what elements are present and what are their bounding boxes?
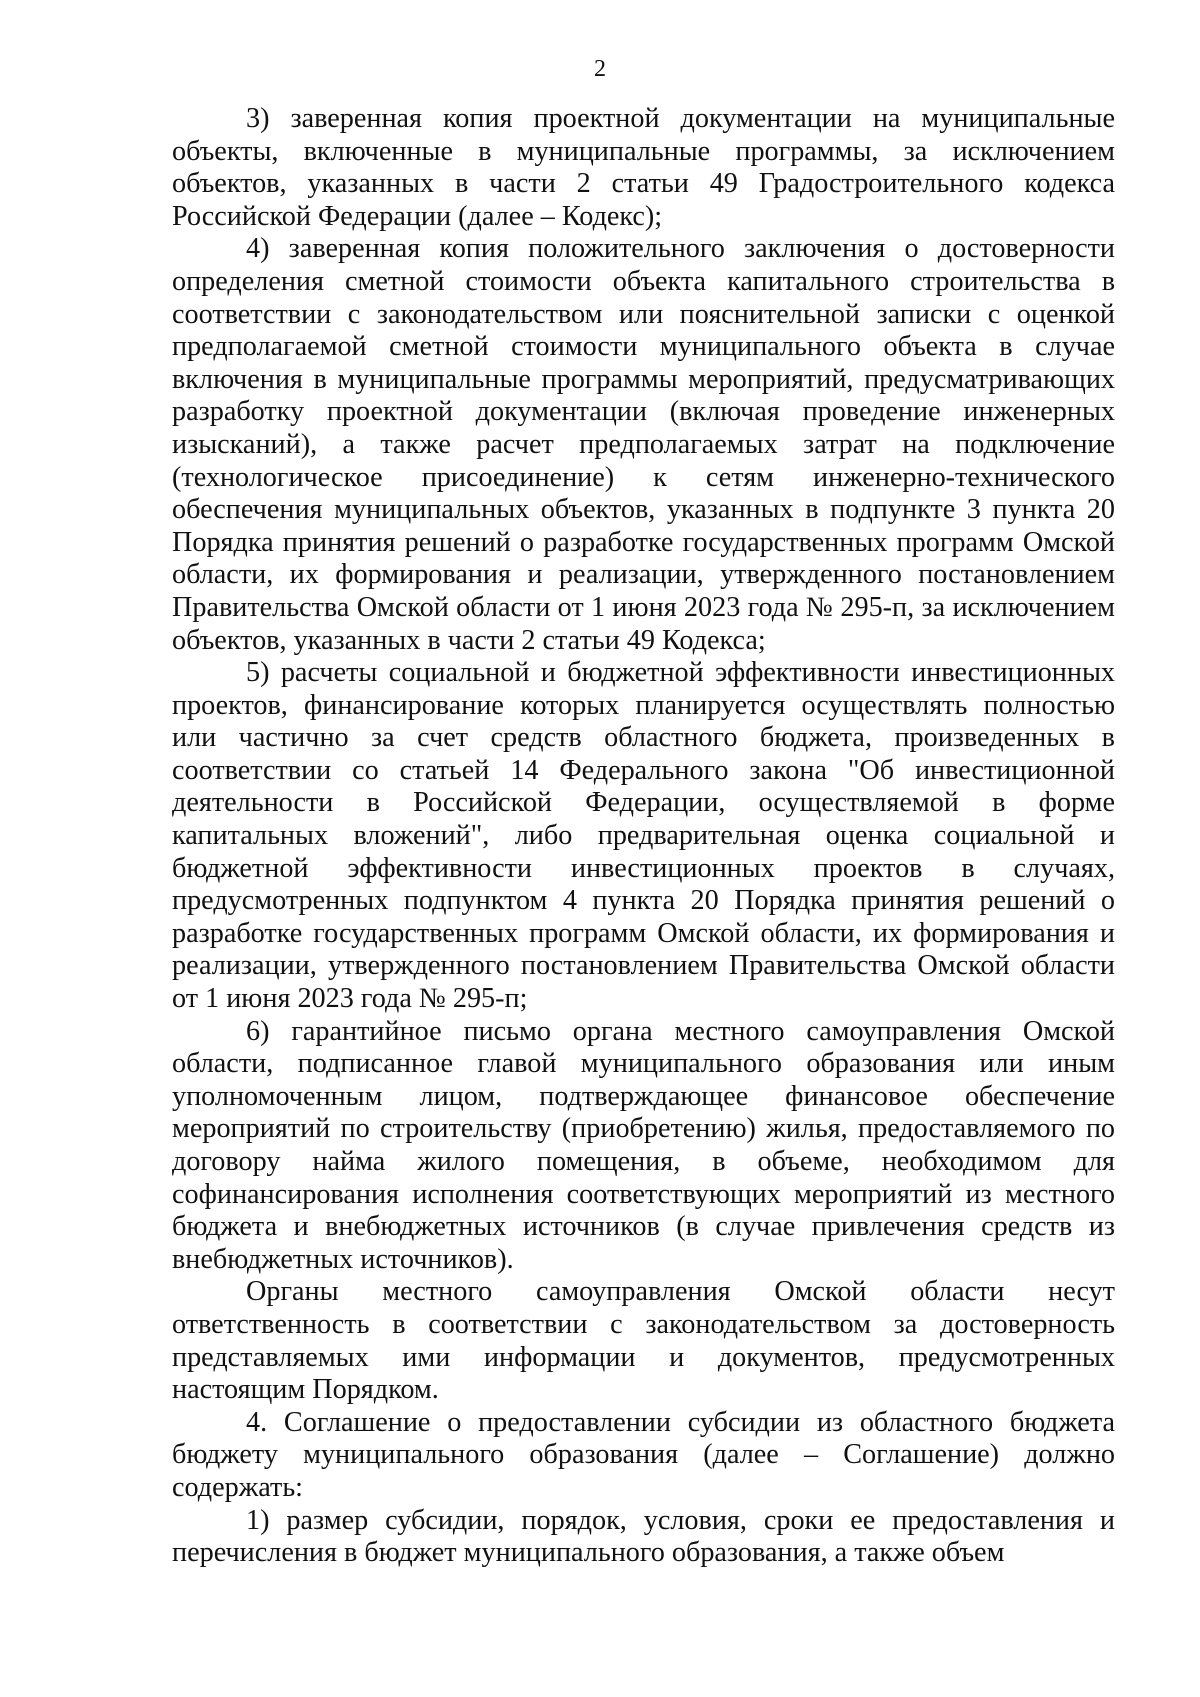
paragraph-section-4-item-1: 1) размер субсидии, порядок, условия, сроки ее предоставления и перечисления в бюджет муниципального образования, а также объем [172, 1504, 1115, 1569]
paragraph-responsibility: Органы местного самоуправления Омской области несут ответственность в соответствии с законодательством за достоверность представляемых ими информации и документов, предусмотренных настоящим Порядком. [172, 1276, 1115, 1406]
document-body [172, 103, 1115, 1570]
paragraph-item-5: 5) расчеты социальной и бюджетной эффективности инвестиционных проектов, финансирование которых планируется осуществлять полностью или частично за счет средств областного бюджета, произведенных в соответствии со статьей 14 Федерального закона "Об инвестиционной деятельности в Российской Федерации, осуществляемой в форме капитальных вложений", либо предварительная оценка социальной и бюджетной эффективности инвестиционных проектов в случаях, предусмотренных подпунктом 4 пункта 20 Порядка принятия решений о разработке государственных программ Омской области, их формирования и реализации, утвержденного постановлением Правительства Омской области от 1 июня 2023 года № 295-п; [172, 657, 1115, 1015]
paragraph-section-4: 4. Соглашение о предоставлении субсидии из областного бюджета бюджету муниципального образования (далее – Соглашение) должно содержать: [172, 1406, 1115, 1503]
paragraph-item-6: 6) гарантийное письмо органа местного самоуправления Омской области, подписанное главой муниципального образования или иным уполномоченным лицом, подтверждающее финансовое обеспечение мероприятий по строительству (приобретению) жилья, предоставляемого по договору найма жилого помещения, в объеме, необходимом для софинансирования исполнения соответствующих мероприятий из местного бюджета и внебюджетных источников (в случае привлечения средств из внебюджетных источников). [172, 1015, 1115, 1275]
page-number: 2 [594, 56, 606, 82]
paragraph-item-4: 4) заверенная копия положительного заключения о достоверности определения сметной стоимости объекта капитального строительства в соответствии с законодательством или пояснительной записки с оценкой предполагаемой сметной стоимости муниципального объекта в случае включения в муниципальные программы мероприятий, предусматривающих разработку проектной документации (включая проведение инженерных изысканий), а также расчет предполагаемых затрат на подключение (технологическое присоединение) к сетям инженерно-технического обеспечения муниципальных объектов, указанных в подпункте 3 пункта 20 Порядка принятия решений о разработке государственных программ Омской области, их формирования и реализации, утвержденного постановлением Правительства Омской области от 1 июня 2023 года № 295-п, за исключением объектов, указанных в части 2 статьи 49 Кодекса; [172, 233, 1115, 656]
paragraph-item-3: 3) заверенная копия проектной документации на муниципальные объекты, включенные в муниципальные программы, за исключением объектов, указанных в части 2 статьи 49 Градостроительного кодекса Российской Федерации (далее – Кодекс); [172, 103, 1115, 232]
